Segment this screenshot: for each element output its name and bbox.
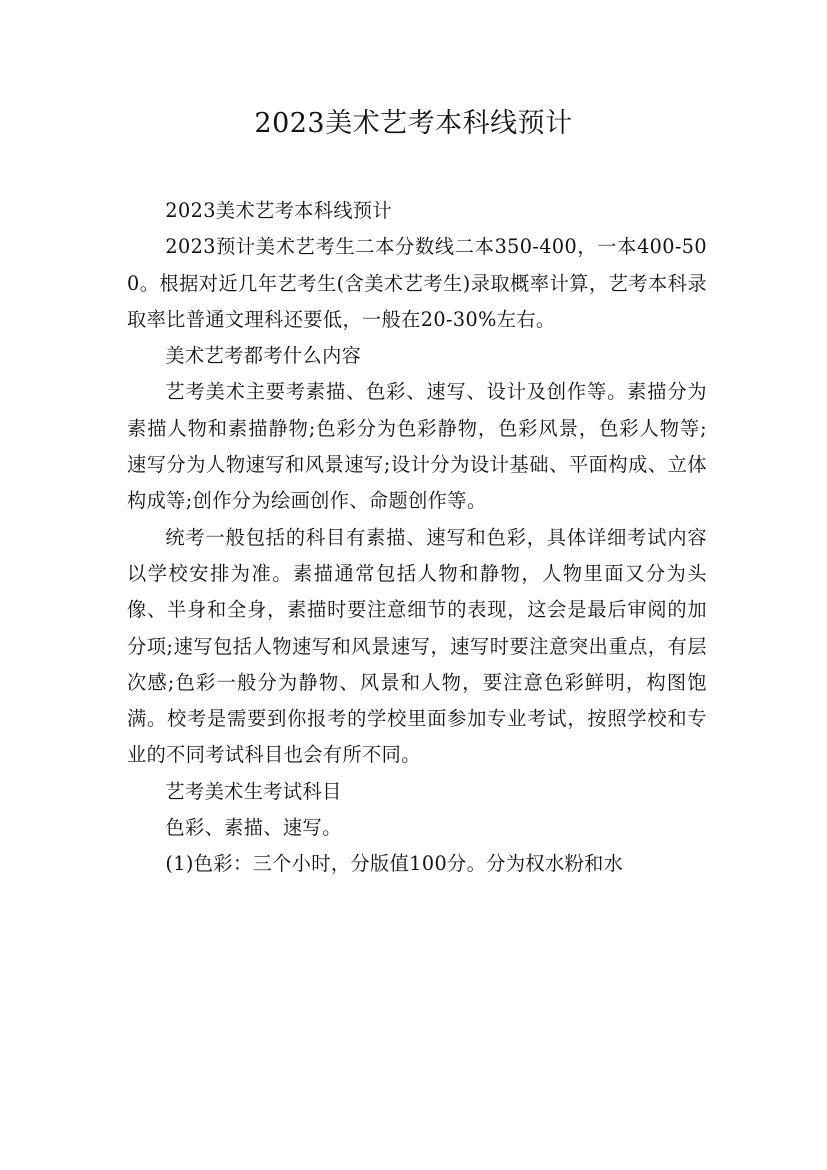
document-body	[127, 193, 707, 883]
paragraph-heading-content: 美术艺考都考什么内容	[165, 344, 362, 368]
paragraph-subtitle: 2023美术艺考本科线预计	[165, 199, 393, 222]
paragraph-score-forecast: 2023预计美术艺考生二本分数线二本350-400，一本400-500。根据对近几年艺考生(含美术艺考生)录取概率计算，艺考本科录取率比普通文理科还要低，一般在20-30%左右。	[127, 235, 707, 331]
document-title: 2023美术艺考本科线预计	[254, 108, 573, 139]
paragraph-heading-subjects: 艺考美术生考试科目	[165, 779, 342, 803]
paragraph-subject-list: 色彩、素描、速写。	[165, 816, 342, 840]
paragraph-color-subject: (1)色彩：三个小时，分版值100分。分为权水粉和水	[165, 852, 624, 876]
paragraph-exam-content: 艺考美术主要考素描、色彩、速写、设计及创作等。素描分为素描人物和素描静物;色彩分为色彩静物，色彩风景，色彩人物等;速写分为人物速写和风景速写;设计分为设计基础、平面构成、立体构成等;创作分为绘画创作、命题创作等。	[127, 380, 707, 513]
paragraph-unified-exam: 统考一般包括的科目有素描、速写和色彩，具体详细考试内容以学校安排为准。素描通常包括人物和静物，人物里面又分为头像、半身和全身，素描时要注意细节的表现，这会是最后审阅的加分项;速写包括人物速写和风景速写，速写时要注意突出重点，有层次感;色彩一般分为静物、风景和人物，要注意色彩鲜明，构图饱满。校考是需要到你报考的学校里面参加专业考试，按照学校和专业的不同考试科目也会有所不同。	[127, 525, 707, 767]
